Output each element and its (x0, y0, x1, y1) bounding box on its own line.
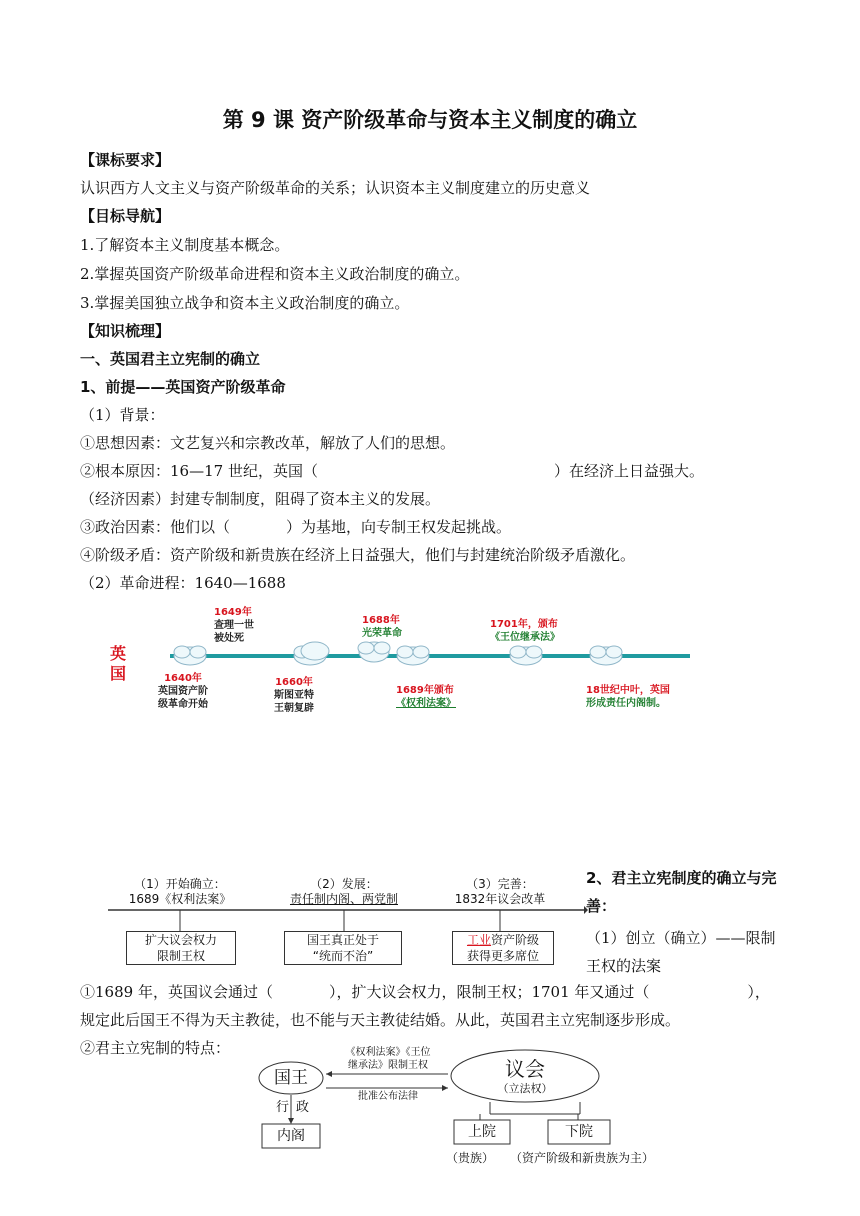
goal-item-2: 2.掌握英国资产阶级革命进程和资本主义政治制度的确立。 (80, 265, 470, 283)
stage-title: （2）发展： (310, 877, 378, 891)
event-text: 查理一世 (214, 620, 254, 631)
background-item-2b: （经济因素）封建专制制度，阻碍了资本主义的发展。 (80, 490, 441, 508)
event-date: 1688年 (362, 615, 400, 626)
cloud-icon (590, 646, 622, 665)
box-text: 国王真正处于 (306, 933, 379, 947)
lower-house-note: （资产阶级和新贵族为主） (510, 1151, 655, 1165)
knowledge-heading: 【知识梳理】 (80, 322, 171, 340)
bg3-post: ）为基地，向专制王权发起挑战。 (286, 518, 512, 536)
event-text: 被处死 (214, 633, 244, 644)
exec-label-2: 政 (296, 1100, 310, 1115)
sub2-heading: 2、君主立宪制度的确立与完善： (586, 869, 777, 915)
event-date: 1701年，颁布 (490, 619, 558, 630)
parliament-label: 议会 (505, 1057, 545, 1081)
arrow-text: 《权利法案》《王位 (345, 1047, 431, 1058)
timeline-event-18c (586, 684, 670, 710)
timeline-event-1701 (490, 618, 560, 644)
stage-1-box (126, 931, 236, 965)
stage-2-heading (274, 877, 414, 907)
arrow-text: 继承法》限制王权 (348, 1060, 428, 1071)
event-date: 1640年 (164, 673, 202, 684)
side-line-1: （1）创立（确立）——限制王权的法案 (586, 929, 776, 975)
stage-subtitle: 1832年议会改革 (454, 892, 546, 906)
event-date: 1660年 (275, 677, 313, 688)
timeline-event-1640 (158, 672, 208, 711)
event-date: 1649年 (214, 607, 252, 618)
upper-house-note: （贵族） (446, 1151, 495, 1165)
revolution-timeline (110, 600, 710, 720)
constitutional-stages-diagram (108, 873, 588, 973)
event-text: 光荣革命 (362, 628, 402, 639)
stage-1-heading (120, 877, 240, 907)
goal-item-3: 3.掌握美国独立战争和资本主义政治制度的确立。 (80, 294, 410, 312)
parliament-sub-label: （立法权） (497, 1082, 553, 1095)
sub1-heading: 1、前提——英国资产阶级革命 (80, 378, 286, 396)
event-date: 1689年颁布 (396, 685, 454, 696)
arrow-bottom-label: 批准公布法律 (358, 1091, 418, 1102)
event-text: 斯图亚特 (274, 690, 314, 701)
timeline-event-1649 (214, 606, 254, 645)
exec-label-1: 行 (276, 1100, 290, 1115)
box-text: 限制王权 (156, 949, 205, 963)
cloud-icon (358, 642, 390, 662)
background-item-2 (80, 461, 704, 481)
stage-3-heading (444, 877, 556, 907)
monarchy-structure-diagram (250, 1044, 710, 1174)
stage-2-box (284, 931, 402, 965)
bg2-post: ）在经济上日益强大。 (553, 462, 704, 480)
box-text: 扩大议会权力 (144, 933, 217, 947)
stage-title: （3）完善： (466, 877, 534, 891)
stage-subtitle: 1689《权利法案》 (128, 892, 232, 906)
bg3-pre: ③政治因素：他们以（ (80, 518, 231, 536)
event-text: 《王位继承法》 (490, 632, 560, 643)
box-text: 资产阶级 (491, 933, 540, 947)
paragraph-1 (80, 982, 770, 1002)
para-text: ），扩大议会权力，限制王权；1701 年又通过（ (328, 983, 650, 1001)
stage-3-box (452, 931, 554, 965)
timeline-event-1660 (274, 676, 314, 715)
part1-heading: 一、英国君主立宪制的确立 (80, 350, 261, 368)
event-text: 英国资产阶 (158, 686, 208, 697)
para-text: ）， (747, 983, 770, 1001)
arrow-down-icon (288, 1118, 294, 1124)
timeline-event-1688 (362, 614, 402, 640)
process-heading: （2）革命进程：1640—1688 (80, 574, 286, 592)
event-text: 王朝复辟 (274, 703, 314, 714)
stage-title: （1）开始确立： (134, 877, 226, 891)
event-date: 18世纪中叶，英国 (586, 685, 670, 696)
background-item-4: ④阶级矛盾：资产阶级和新贵族在经济上日益强大，他们与封建统治阶级矛盾激化。 (80, 546, 636, 564)
background-heading: （1）背景： (80, 406, 165, 424)
arrow-top-label (328, 1046, 448, 1072)
timeline-country-ying: 英 (110, 644, 127, 663)
box-highlight-text: 工业 (466, 933, 491, 947)
box-text: “统而不治” (312, 949, 374, 963)
para-text: ①1689 年，英国议会通过（ (80, 983, 273, 1001)
goal-item-1: 1.了解资本主义制度基本概念。 (80, 236, 290, 254)
standard-heading: 【课标要求】 (80, 151, 171, 169)
bg2-pre: ②根本原因：16—17 世纪，英国（ (80, 462, 318, 480)
paragraph-2: ②君主立宪制的特点： (80, 1039, 231, 1057)
cloud-icon (174, 646, 206, 665)
king-label: 国王 (274, 1068, 308, 1088)
background-item-3 (80, 517, 511, 537)
event-text: 《权利法案》 (396, 698, 456, 709)
goal-heading: 【目标导航】 (80, 207, 171, 225)
paragraph-1-line-2: 规定此后国王不得为天主教徒，也不能与天主教徒结婚。从此，英国君主立宪制逐步形成。 (80, 1011, 681, 1029)
stage-subtitle: 责任制内阁、两党制 (289, 892, 398, 906)
lower-house-label: 下院 (565, 1124, 593, 1140)
cloud-icon (510, 646, 542, 665)
standard-text: 认识西方人文主义与资产阶级革命的关系；认识资本主义制度建立的历史意义 (80, 179, 591, 197)
background-item-1: ①思想因素：文艺复兴和宗教改革，解放了人们的思想。 (80, 434, 456, 452)
timeline-country-guo: 国 (110, 664, 127, 683)
cloud-icon (301, 642, 329, 660)
upper-house-label: 上院 (468, 1124, 496, 1140)
event-text: 级革命开始 (158, 699, 208, 710)
cloud-icon (397, 646, 429, 665)
box-text: 获得更多席位 (466, 949, 539, 963)
timeline-event-1689 (396, 684, 456, 710)
cabinet-label: 内阁 (277, 1128, 305, 1144)
event-text: 形成责任内阁制。 (586, 698, 666, 709)
page-title: 第 9 课 资产阶级革命与资本主义制度的确立 (222, 108, 638, 132)
